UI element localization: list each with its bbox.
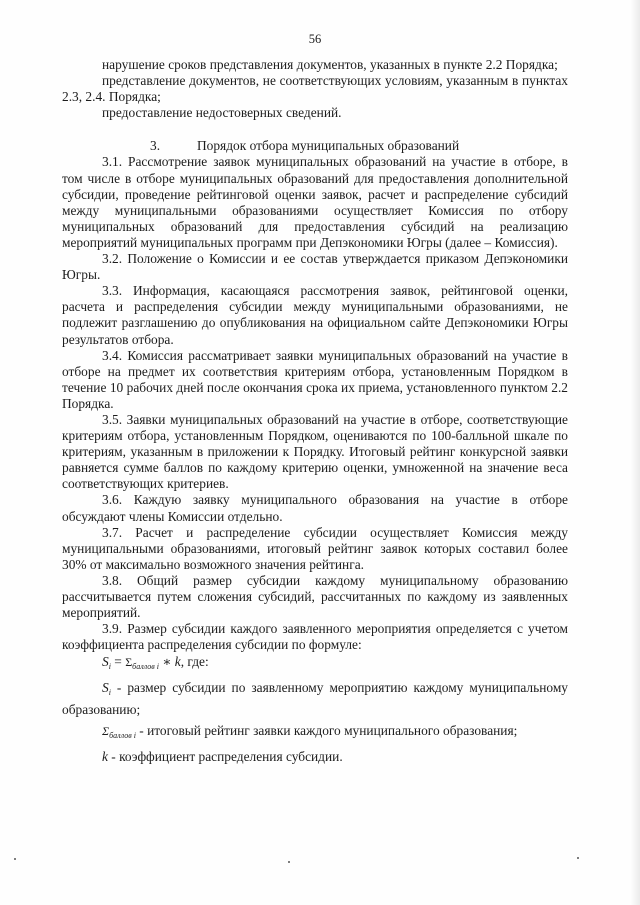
- formula-k: k: [174, 654, 181, 670]
- definition-text: - итоговый рейтинг заявки каждого муниципального образования;: [135, 722, 518, 738]
- paragraph-3-6: 3.6. Каждую заявку муниципального образования на участие в отборе обсуждают члены Комиссии отдельно.: [62, 492, 568, 524]
- formula-lhs: S: [102, 654, 109, 670]
- definition-sigma: [62, 723, 568, 744]
- paragraph-3-1: 3.1. Рассмотрение заявок муниципальных образований на участие в отборе, в том числе в отборе муниципальных образований для предоставления дополнительной субсидии, проведение рейтинговой оценки заявок, расчет и распределение субсидий между муниципальными образованиями осуществляет Комиссия по отбору муниципальных образований для предоставления субсидий на реализацию мероприятий муниципальных программ при Депэкономики Югры (далее – Комиссия).: [62, 154, 568, 250]
- scan-speck: [577, 857, 579, 859]
- formula-lhs-subscript: i: [108, 662, 111, 672]
- paragraph-3-8: 3.8. Общий размер субсидии каждому муниципальному образованию рассчитывается путем сложения субсидий, рассчитанных по каждому из заявленных мероприятий.: [62, 572, 568, 621]
- section-heading: [62, 138, 568, 154]
- list-item: предоставление недостоверных сведений.: [102, 105, 342, 121]
- section-title: Порядок отбора муниципальных образований: [197, 138, 460, 154]
- scan-speck: [288, 861, 290, 863]
- paragraph-3-4: 3.4. Комиссия рассматривает заявки муниципальных образований на участие в отборе на предмет их соответствия критериям отбора, установленным Порядком в течение 10 рабочих дней после окончания срока их приема, установленного пунктом 2.2 Порядка.: [62, 347, 568, 411]
- section-number: 3.: [150, 138, 161, 154]
- formula-equals: =: [110, 654, 126, 670]
- formula-sigma-subscript: баллов i: [132, 662, 159, 672]
- formula: [62, 654, 568, 675]
- formula-tail: , где:: [180, 654, 209, 670]
- formula-times: ∗: [158, 654, 175, 670]
- formula-sigma: Σ: [125, 655, 133, 670]
- definition-symbol: k: [102, 748, 108, 764]
- list-item: нарушение сроков представления документов, указанных в пункте 2.2 Порядка;: [102, 57, 558, 72]
- page-edge-shadow: [630, 0, 640, 905]
- definition-symbol: Σ: [102, 723, 110, 738]
- definition-symbol: S: [102, 680, 109, 696]
- paragraph-3-9: 3.9. Размер субсидии каждого заявленного мероприятия определяется с учетом коэффициента распределения субсидии по формуле:: [62, 621, 568, 653]
- page-number: 56: [308, 32, 322, 46]
- definition-subscript: i: [108, 688, 111, 698]
- paragraph-3-7: 3.7. Расчет и распределение субсидии осуществляет Комиссия между муниципальными образованиями, итоговый рейтинг заявок которых составил более 30% от максимально возможного значения рейтинга.: [62, 524, 568, 572]
- paragraph-3-3: 3.3. Информация, касающаяся рассмотрения заявок, рейтинговой оценки, расчета и распределения субсидии между муниципальными образованиями, не подлежит разглашению до опубликования на официальном сайте Депэкономики Югры результатов отбора.: [62, 283, 568, 347]
- paragraph-3-2: 3.2. Положение о Комиссии и ее состав утверждается приказом Депэкономики Югры.: [62, 251, 568, 283]
- scan-speck: [14, 858, 16, 860]
- definition-subscript: баллов i: [109, 730, 136, 740]
- definition-text: - коэффициент распределения субсидии.: [107, 748, 343, 764]
- definition-k: [62, 749, 568, 770]
- definition-si: [62, 680, 568, 717]
- definition-text: - размер субсидии по заявленному мероприятию каждому муниципальному образованию;: [62, 680, 568, 717]
- paragraph-3-5: 3.5. Заявки муниципальных образований на участие в отборе, соответствующие критериям отбора, установленным Порядком, оцениваются по 100-балльной шкале по критериям, указанным в приложении к Порядку. Итоговый рейтинг конкурсной заявки равняется сумме баллов по каждому критерию оценки, умноженной на значение веса соответствующих критериев.: [62, 411, 568, 492]
- document-body: [62, 57, 568, 770]
- list-item: представление документов, не соответствующих условиям, указанным в пунктах 2.3, 2.4. Порядка;: [62, 73, 568, 105]
